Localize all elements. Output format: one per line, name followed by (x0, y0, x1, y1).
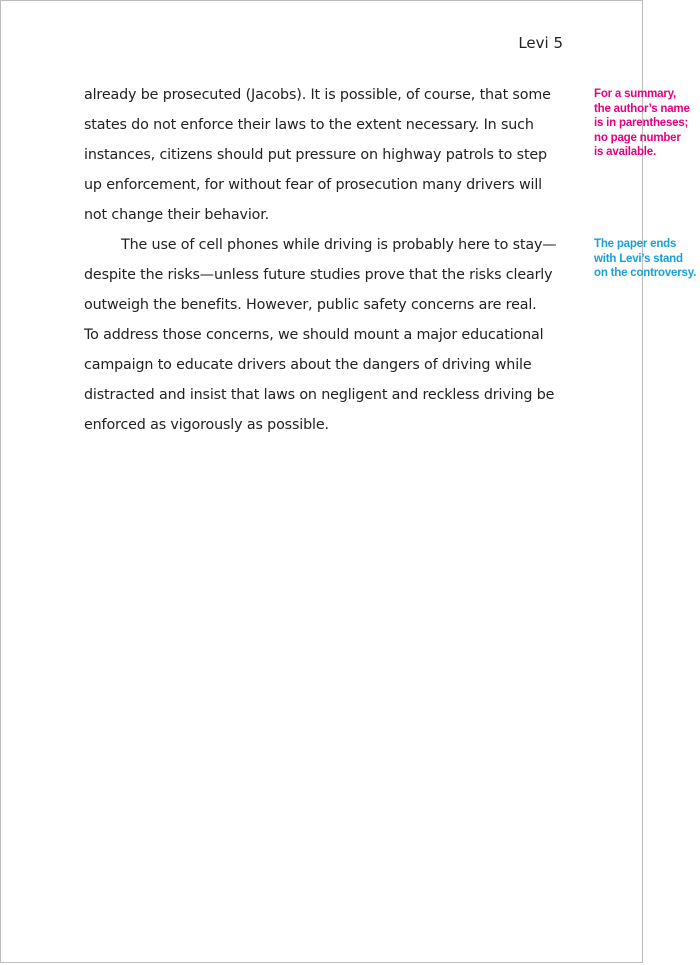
margin-note-line: on the controversy. (594, 267, 697, 279)
paragraph-start-line: The use of cell phones while driving is probably here to stay— (121, 237, 557, 253)
body-line: despite the risks—unless future studies prove that the risks clearly (84, 267, 553, 283)
body-line: distracted and insist that laws on negligent and reckless driving be (84, 387, 555, 403)
body-line: up enforcement, for without fear of prosecution many drivers will (84, 177, 542, 193)
body-line: outweigh the benefits. However, public safety concerns are real. (84, 297, 537, 313)
body-text (84, 80, 564, 440)
body-line: instances, citizens should put pressure on highway patrols to step (84, 147, 547, 163)
body-line: campaign to educate drivers about the dangers of driving while (84, 357, 532, 373)
margin-note-line: The paper ends (594, 238, 677, 250)
margin-note-line: no page number (594, 131, 681, 144)
body-line: already be prosecuted (Jacobs). It is possible, of course, that some (84, 87, 551, 103)
margin-note-line: For a summary, (594, 88, 676, 100)
body-line: enforced as vigorously as possible. (84, 417, 329, 433)
margin-note-line: the author’s name (594, 102, 690, 115)
margin-note-line: is available. (594, 146, 656, 158)
running-head: Levi 5 (518, 34, 563, 52)
margin-note-conclusion (594, 237, 700, 281)
body-line: To address those concerns, we should mount a major educational (84, 327, 544, 343)
margin-note-line: is in parentheses; (594, 117, 689, 129)
body-line: states do not enforce their laws to the extent necessary. In such (84, 117, 534, 133)
margin-note-citation (594, 87, 700, 160)
margin-note-line: with Levi’s stand (594, 252, 683, 265)
body-line: not change their behavior. (84, 207, 270, 223)
